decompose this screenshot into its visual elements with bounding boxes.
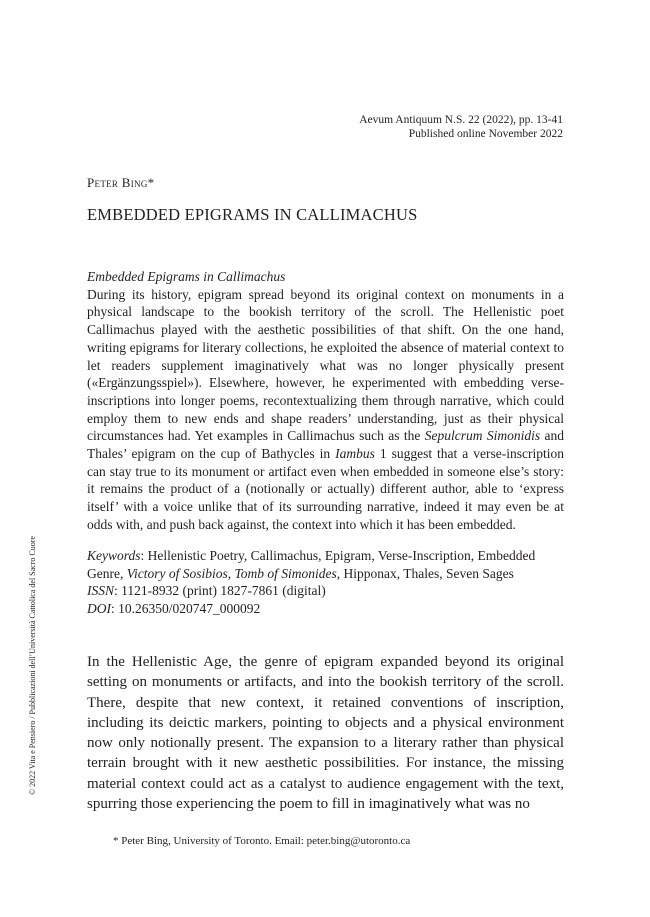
copyright-sidebar: © 2022 Vita e Pensiero / Pubblicazioni dell’Università Cattolica del Sacro Cuore (28, 536, 37, 795)
abstract-text-1: During its history, epigram spread beyond its original context on monuments in a physical landscape to the bookish territory of the scroll. The Hellenistic poet Callimachus played with the aesthetic possibilities of that shift. On the one hand, writing epigrams for literary collections, he exploited the absence of material context to let readers supplement imaginatively what was no longer physically present («Ergänzungsspiel»). Elsewhere, however, he experimented with embedding verse-inscriptions into longer poems, recontextualizing them through narrative, which could employ them to new ends and shape readers’ understanding, just as their physical circumstances had. Yet examples in Callimachus such as the (87, 286, 564, 444)
issn-label: ISSN (87, 583, 114, 599)
abstract-italic-iambus: Iambus (335, 446, 375, 462)
keywords-line (87, 547, 564, 582)
keywords-italic: Victory of Sosibios, Tomb of Simonides, (126, 565, 341, 581)
author-name: Peter Bing* (87, 175, 155, 190)
keywords-text-1: : Hellenistic Poetry, Callimachus, Epigram, Verse-Inscription, Embedded Genre, (87, 548, 536, 581)
journal-citation (359, 113, 563, 141)
article-metadata (87, 547, 564, 618)
article-title: EMBEDDED EPIGRAMS IN CALLIMACHUS (87, 205, 418, 224)
author-footnote: * Peter Bing, University of Toronto. Email: peter.bing@utoronto.ca (113, 835, 411, 847)
keywords-label: Keywords (87, 548, 141, 563)
publication-date: Published online November 2022 (408, 128, 563, 140)
issn-line (87, 582, 564, 600)
doi-line (87, 600, 564, 618)
issn-value: : 1121-8932 (print) 1827-7861 (digital) (114, 583, 326, 599)
abstract-italic-sepulcrum: Sepulcrum Simonidis (424, 428, 541, 444)
abstract-text-2: and Thales’ epigram on the cup of Bathycles in (87, 428, 564, 462)
body-paragraph: In the Hellenistic Age, the genre of epigram expanded beyond its original setting on monuments or artifacts, and into the bookish territory of the scroll. There, despite that new context, it retained conventions of inscription, including its deictic markers, pointing to objects and a physical environment now only notionally present. The expansion to a literary rather than physical terrain brought with it new aesthetic possibilities. For instance, the missing material context could act as a catalyst to audience engagement with the text, spurring those experiencing the poem to fill in imaginatively what was no (87, 654, 564, 813)
keywords-text-2: Hipponax, Thales, Seven Sages (340, 565, 514, 581)
doi-value: : 10.26350/020747_000092 (111, 601, 261, 617)
abstract-title: Embedded Epigrams in Callimachus (87, 269, 286, 284)
doi-label: DOI (87, 601, 111, 617)
abstract (87, 268, 564, 534)
abstract-text-3: 1 suggest that a verse-inscription can stay true to its monument or artifact even when embedded in someone else’s story: it remains the product of a (notionally or actually) different author, able to ‘express itself’ with a voice unlike that of its surrounding narrative, indeed it may even be at odds with, and push back against, the context into which it has been embedded. (87, 446, 564, 532)
journal-volume: Aevum Antiquum N.S. 22 (2022), pp. 13-41 (359, 114, 563, 126)
abstract-body (87, 286, 564, 534)
